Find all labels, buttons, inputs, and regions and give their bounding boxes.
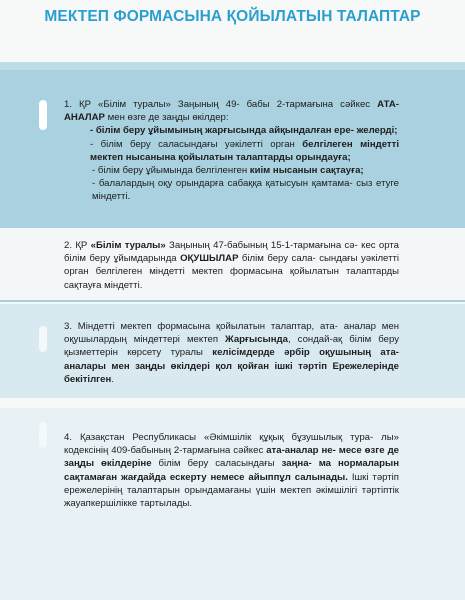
- item4-a: 4. Қазақстан Республикасы «Әкімшілік құқық бұзушылық тура- лы» кодексінің 409-бабының 2-тармағына сәйкес: [64, 432, 399, 457]
- item3-d: келісімдерде әрбір оқушының ата-аналары мен заңды өкілдері қол қойған ішкі тәртіп Ережелерінде бекітілген: [64, 347, 399, 385]
- bullet-marker: [39, 100, 47, 130]
- item2-students: ОҚУШЫЛАР: [180, 253, 239, 265]
- item3-c: , сондай-ақ білім беру қызметтерін көрсету туралы: [64, 334, 399, 359]
- requirement-text-4: [64, 431, 399, 510]
- item1-list-2-a: білім беру саласындағы уәкілетті орган: [100, 138, 303, 150]
- item1-list-4: - балалардың оқу орындарға сабаққа қатысуын қамтама- сыз етуге міндетті.: [92, 178, 399, 203]
- requirement-section-1: [0, 70, 465, 228]
- item3-e: .: [111, 373, 114, 385]
- item1-list-3-a: - білім беру ұйымында белгіленген: [92, 165, 250, 177]
- item4-c: білім беру саласындағы: [151, 458, 282, 470]
- item4-d: заңна- ма нормаларын сақтамаған жағдайда ескерту немесе айыппұл салынады.: [64, 458, 399, 483]
- requirement-section-4: [0, 398, 465, 600]
- requirement-section-3: [0, 304, 465, 398]
- item1-list-1: - білім беру ұйымының жарғысында айқындалған ере- желерді;: [90, 125, 398, 137]
- item1-list-2-dash: -: [90, 138, 101, 150]
- requirement-text-2: [64, 239, 399, 292]
- item3-b: Жарғысында: [225, 334, 288, 346]
- bullet-marker: [39, 326, 47, 352]
- item1-intro: 1. ҚР «Білім туралы» Заңының 49- бабы 2-тармағына сәйкес: [64, 99, 378, 110]
- item4-e: Ішкі тәртіп ережелерінің талаптарын орындамағаны үшін мектеп әкімшілігі тәртіптік жауапкершілікке тартылады.: [64, 471, 399, 510]
- item1-list-3-b: киім нысанын сақтауға;: [249, 165, 364, 177]
- top-divider-band: [0, 62, 465, 70]
- requirement-section-2: [0, 228, 465, 302]
- item2-e: білім беру сала- сындағы уәкілетті орган белгілеген міндетті мектеп формасына қойылатын талаптарды сақтауға міндетті.: [64, 253, 399, 291]
- item2-c: Заңының 47-бабының 15-1-тармағына сә- кес орта білім беру ұйымдарында: [64, 240, 399, 265]
- item4-b: ата-аналар не- месе өзге де заңды өкілдеріне: [64, 445, 400, 470]
- requirement-text-1: [64, 98, 399, 204]
- item1-intro-end: мен өзге де заңды өкілдер:: [104, 112, 229, 124]
- bullet-marker: [39, 422, 47, 448]
- item2-a: 2. ҚР: [64, 240, 91, 251]
- item3-a: 3. Міндетті мектеп формасына қойылатын талаптар, ата- аналар мен оқушылардың міндеттері мектеп: [64, 321, 399, 346]
- item2-b: «Білім туралы»: [90, 240, 166, 251]
- requirement-text-3: [64, 320, 399, 386]
- item1-parents: АТА-АНАЛАР: [64, 99, 399, 124]
- page-title: МЕКТЕП ФОРМАСЫНА ҚОЙЫЛАТЫН ТАЛАПТАР: [44, 8, 421, 25]
- item1-list-2-b: белгілеген міндетті мектеп нысанына қойылатын талаптарды орындауға;: [90, 138, 399, 163]
